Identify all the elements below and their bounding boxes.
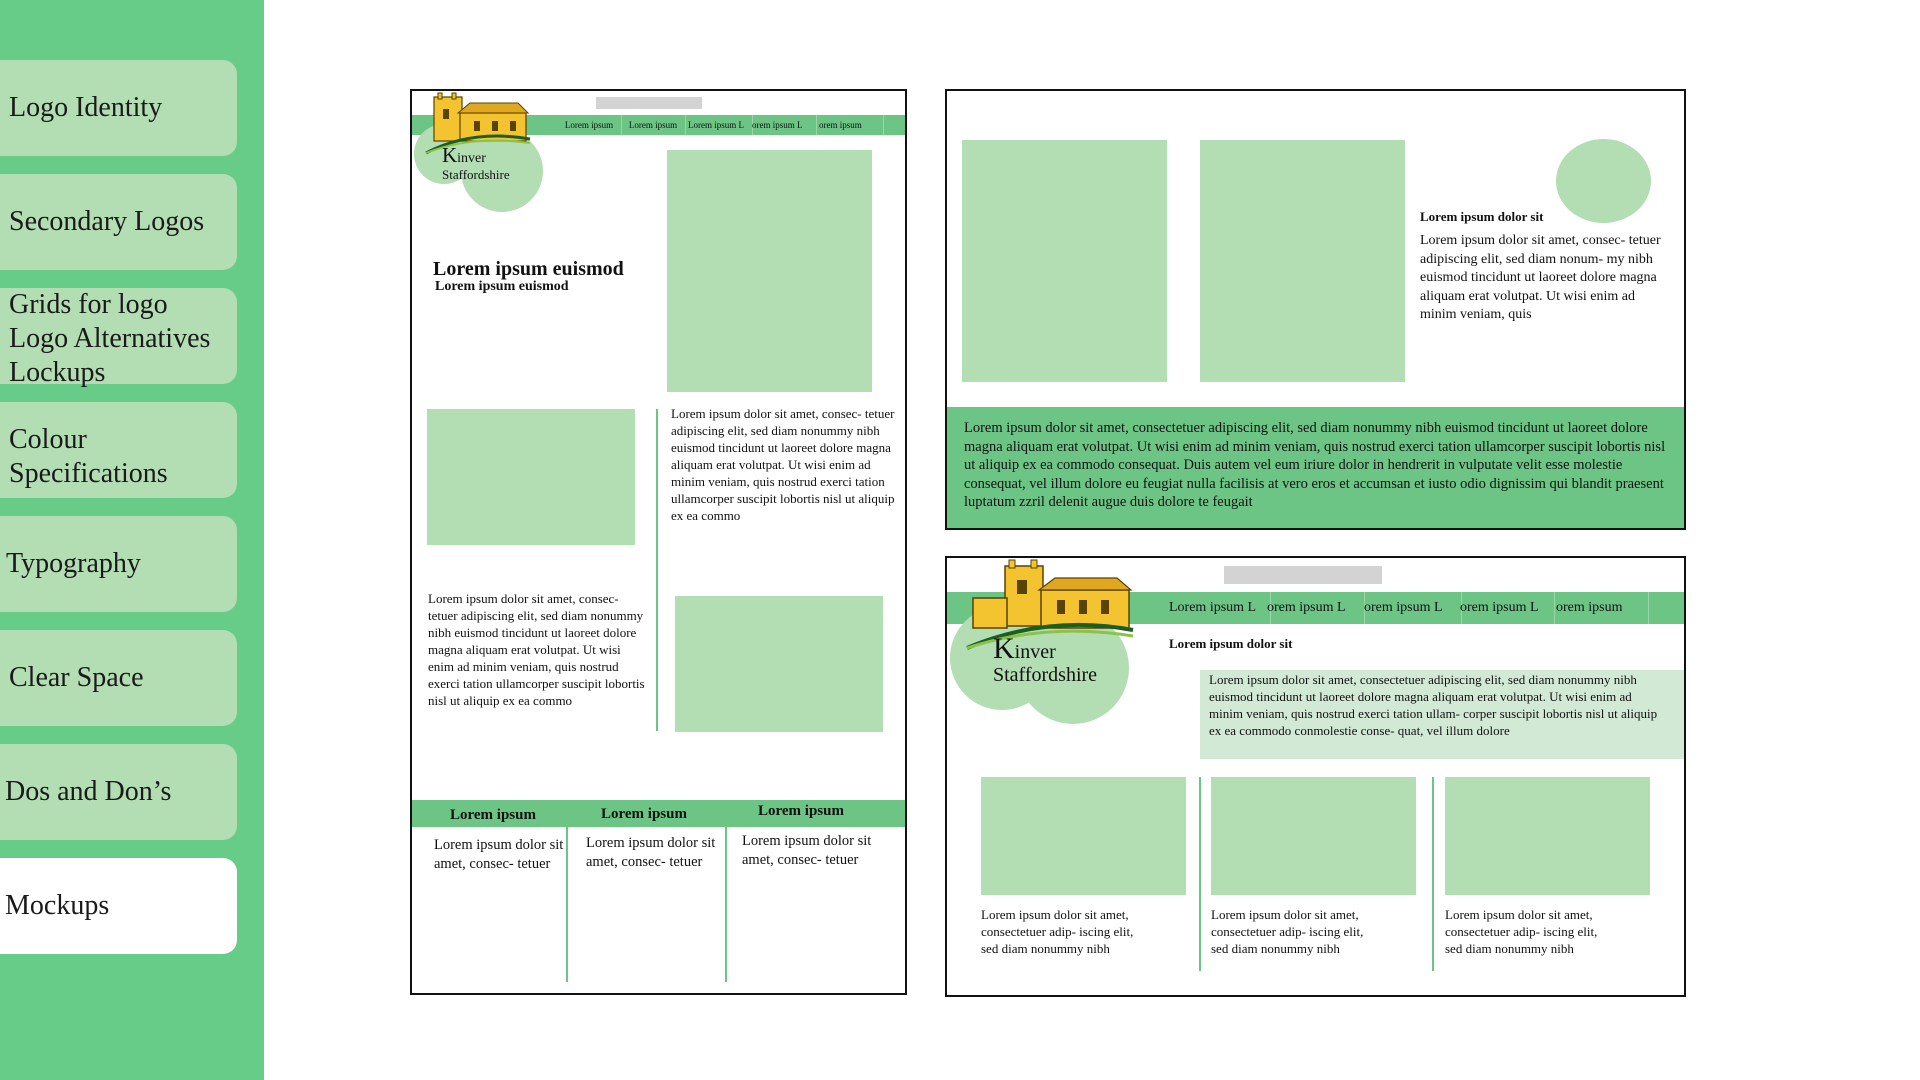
nav-tab[interactable]: orem ipsum L [749,115,817,135]
sidebar-item-secondary-logos[interactable] [0,174,237,270]
sidebar-item-typography[interactable] [0,516,237,612]
column-divider [725,827,727,982]
nav-tab[interactable]: Lorem ipsum [621,115,686,135]
column-text: Lorem ipsum dolor sit amet, consec- tetuer [742,833,872,868]
page-headline: Lorem ipsum euismod [433,258,624,280]
card-text: Lorem ipsum dolor sit amet, consectetuer adip- iscing elit, sed diam nonummy nibh [1211,907,1364,956]
sidebar-item-label: Dos and Don’s [5,776,172,807]
sidebar-item-label: Grids for logo [9,289,168,320]
sidebar-item-label: Logo Identity [9,92,163,123]
column-text: Lorem ipsum dolor sit amet, consec- tetuer [434,837,564,872]
sidebar-item-label: Logo Alternatives [9,323,211,354]
column-divider [566,827,568,982]
nav-tab[interactable]: Lorem ipsum L [1165,592,1271,624]
sidebar-item-label: Specifications [9,458,168,489]
paragraph-left: Lorem ipsum dolor sit amet, consec- tetuer adipiscing elit, sed diam nonummy nibh euismod tincidunt ut laoreet dolore magna aliquam erat volutpat. Ut wisi enim ad minim veniam, quis nostrud exerci tation ullamcorper suscipit lobortis nisl ut aliquip ex ea commo [428,591,645,708]
column-heading: Lorem ipsum [758,803,844,819]
sidebar-item-clear-space[interactable] [0,630,237,726]
column-divider [656,409,658,731]
nav-tab[interactable]: orem ipsum [813,115,884,135]
sidebar-item-grids-alternatives-lockups[interactable] [0,288,237,388]
sidebar-item-label: Colour [9,424,87,455]
mockup-portrait-page [410,89,907,995]
card-image-placeholder [1445,777,1650,895]
card-image-placeholder [1211,777,1416,895]
nav-tab[interactable]: orem ipsum L [1460,592,1555,624]
page-subheadline: Lorem ipsum euismod [435,279,569,294]
nav-tab[interactable]: orem ipsum [1554,592,1649,624]
card-text: Lorem ipsum dolor sit amet, consectetuer adip- iscing elit, sed diam nonummy nibh [981,907,1134,956]
column-text: Lorem ipsum dolor sit amet, consec- tetuer [586,835,716,870]
nav-tab[interactable]: orem ipsum L [1363,592,1462,624]
section-heading: Lorem ipsum dolor sit [1420,209,1544,224]
paragraph-right: Lorem ipsum dolor sit amet, consec- tetuer adipiscing elit, sed diam nonummy nibh euismod tincidunt ut laoreet dolore magna aliquam erat volutpat. Ut wisi enim ad minim veniam, quis nostrud exerci tation ullamcorper suscipit lobortis nisl ut aliquip ex ea commo [671,406,895,523]
column-divider [1199,777,1201,971]
hero-image-placeholder [667,150,872,392]
sidebar-item-colour-specifications[interactable] [0,402,237,498]
image-placeholder [427,409,635,545]
sidebar-item-label: Typography [6,548,141,579]
sidebar-item-logo-identity[interactable] [0,60,237,156]
nav-tab[interactable]: Lorem ipsum L [685,115,753,135]
image-placeholder [962,140,1167,382]
mockup-landscape-top [945,89,1686,530]
section-paragraph: Lorem ipsum dolor sit amet, consec- tetuer adipiscing elit, sed diam nonum- my nibh euismod tincidunt ut laoreet dolore magna aliquam erat volutpat. Ut wisi enim ad minim veniam, quis [1420,233,1661,322]
image-placeholder [1200,140,1405,382]
intro-paragraph: Lorem ipsum dolor sit amet, consectetuer adipiscing elit, sed diam nonummy nibh euismod tincidunt ut laoreet dolore magna aliquam erat volutpat. Ut wisi enim ad minim veniam, quis nostrud exerci tation ullam- corper suscipit lobortis nisl ut aliquip ex ea commodo conmolestie conse- quat, vel illum dolore [1209,672,1658,738]
banner-paragraph: Lorem ipsum dolor sit amet, consectetuer adipiscing elit, sed diam nonummy nibh euismod tincidunt ut laoreet dolore magna aliquam erat volutpat. Ut wisi enim ad minim veniam, quis nostrud exerci tation ullamcorper suscipit lobortis nisl ut aliquip ex ea commodo consequat. Duis autem vel eum iriure dolor in hendrerit in vulputate velit esse molestie consequat, vel illum dolore eu feugiat nulla facilisis at vero eros et accumsan et iusto odio dignissim qui blandit praesent luptatum zzril delenit augue duis dolore te feugait [964,420,1666,510]
logo-wordmark: Kinver Staffordshire [442,143,510,182]
section-heading: Lorem ipsum dolor sit [1169,636,1293,651]
sidebar-item-label: Lockups [9,357,106,388]
logo-wordmark: Kinver Staffordshire [993,632,1098,686]
sidebar-item-label: Clear Space [9,662,144,693]
column-divider [1432,777,1434,971]
sidebar-item-mockups[interactable] [0,858,237,954]
nav-tab[interactable]: orem ipsum L [1266,592,1365,624]
circle-image-placeholder [1556,139,1651,223]
sidebar [0,0,264,1080]
card-image-placeholder [981,777,1186,895]
sidebar-item-dos-and-donts[interactable] [0,744,237,840]
sidebar-item-label: Mockups [5,890,110,921]
nav-tab[interactable]: Lorem ipsum [557,115,622,135]
sidebar-item-label: Secondary Logos [9,206,205,237]
column-heading: Lorem ipsum [601,806,687,822]
image-placeholder [675,596,883,732]
search-bar-placeholder [596,97,702,109]
mockup-landscape-bottom [945,556,1686,997]
column-heading: Lorem ipsum [450,807,536,823]
card-text: Lorem ipsum dolor sit amet, consectetuer adip- iscing elit, sed diam nonummy nibh [1445,907,1598,956]
search-bar-placeholder [1224,566,1382,584]
